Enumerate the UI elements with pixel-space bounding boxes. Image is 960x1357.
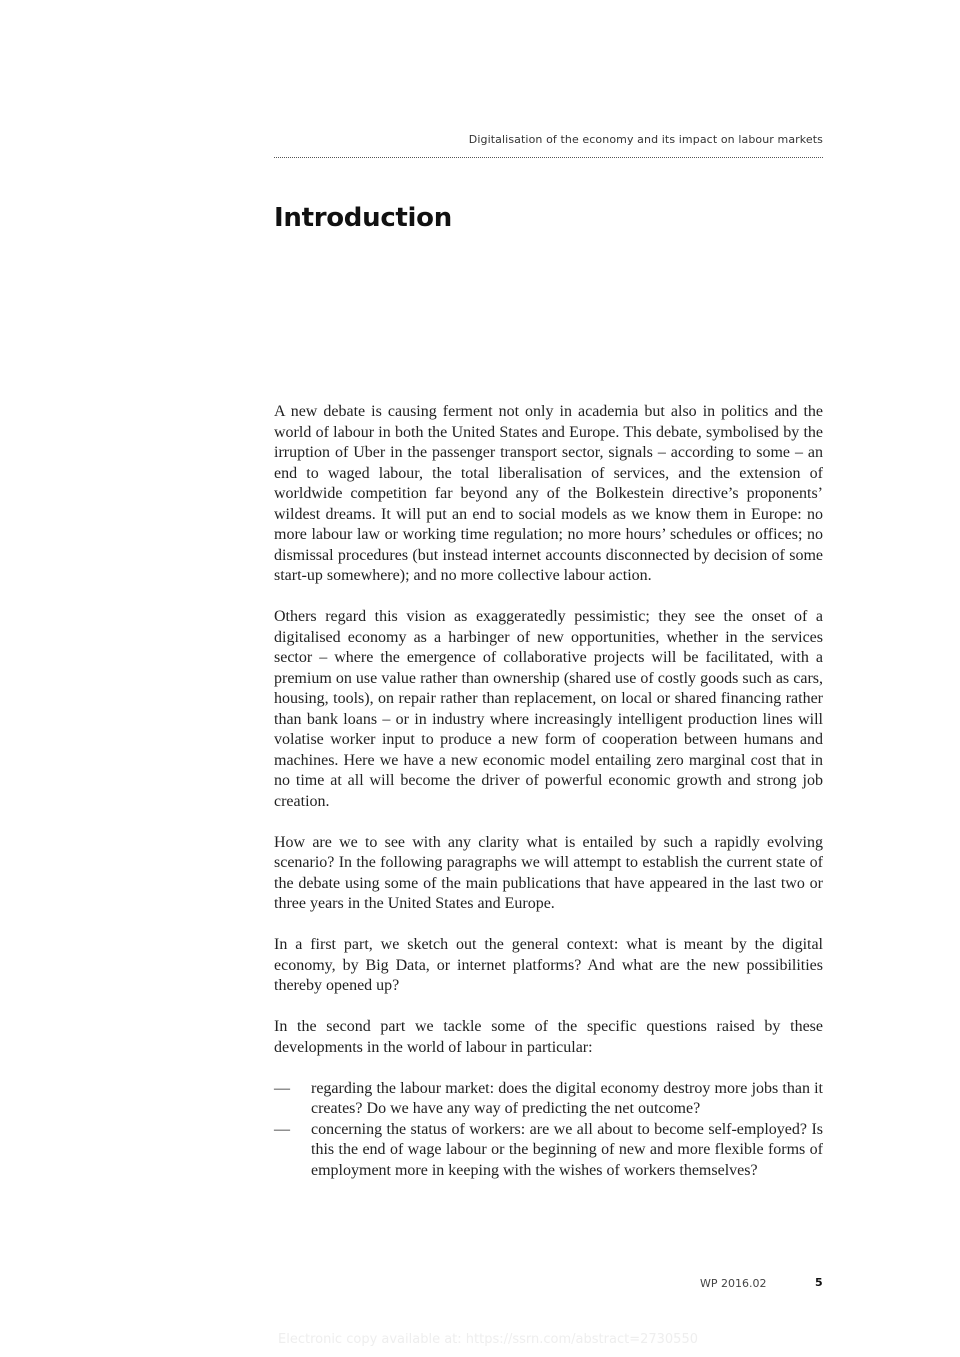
ssrn-watermark: Electronic copy available at: https://ssrn.com/abstract=2730550 (278, 1332, 698, 1347)
bullet-item (274, 1079, 823, 1120)
paragraph: In a first part, we sketch out the general context: what is meant by the digital economy, by Big Data, or internet platforms? And what are the new possibilities thereby opened up? (274, 936, 823, 994)
bullet-text: regarding the labour market: does the digital economy destroy more jobs than it creates? Do we have any way of predicting the net outcome? (311, 1079, 823, 1117)
page-title: Introduction (274, 203, 452, 233)
paragraph: How are we to see with any clarity what is entailed by such a rapidly evolving scenario? In the following paragraphs we will attempt to establish the current state of the debate using some of the main publications that have appeared in the last two or three years in the United States and Europe. (274, 833, 823, 912)
header-divider (274, 157, 823, 158)
running-header: Digitalisation of the economy and its impact on labour markets (468, 133, 823, 146)
paragraph: Others regard this vision as exaggeratedly pessimistic; they see the onset of a digitalised economy as a harbinger of new opportunities, whether in the services sector – where the emergence of collaborative projects will be facilitated, with a premium on use value rather than ownership (shared use of costly goods such as cars, housing, tools), on repair rather than replacement, on local or shared financing rather than bank loans – or in industry where increasingly intelligent production lines will volatise worker input to produce a new form of cooperation between humans and machines. Here we have a new economic model entailing zero marginal cost that in no time at all will become the driver of powerful economic growth and strong job creation. (274, 608, 823, 810)
bullet-dash: — (274, 1079, 290, 1097)
page-number: 5 (815, 1276, 823, 1289)
bullet-item (274, 1120, 823, 1182)
bullet-dash: — (274, 1120, 290, 1138)
body-text (274, 402, 823, 1181)
paragraph: A new debate is causing ferment not only in academia but also in politics and the world of labour in both the United States and Europe. This debate, symbolised by the irruption of Uber in the passenger transport sector, signals – according to some – an end to waged labour, the total liberalisation of services, and the extension of worldwide competition far beyond any of the Bolkestein directive’s proponents’ wildest dreams. It will put an end to social models as we know them in Europe: no more labour law or working time regulation; no more hours’ schedules or offices; no dismissal procedures (but instead internet accounts disconnected by decision of some start-up somewhere); and no more collective labour action. (274, 403, 823, 584)
bullet-list (274, 1079, 823, 1182)
footer-report-ref: WP 2016.02 (700, 1277, 767, 1290)
bullet-text: concerning the status of workers: are we all about to become self-employed? Is this the end of wage labour or the beginning of new and more flexible forms of employment more in keeping with the wishes of workers themselves? (311, 1120, 823, 1179)
paragraph: In the second part we tackle some of the specific questions raised by these developments in the world of labour in particular: (274, 1018, 823, 1056)
